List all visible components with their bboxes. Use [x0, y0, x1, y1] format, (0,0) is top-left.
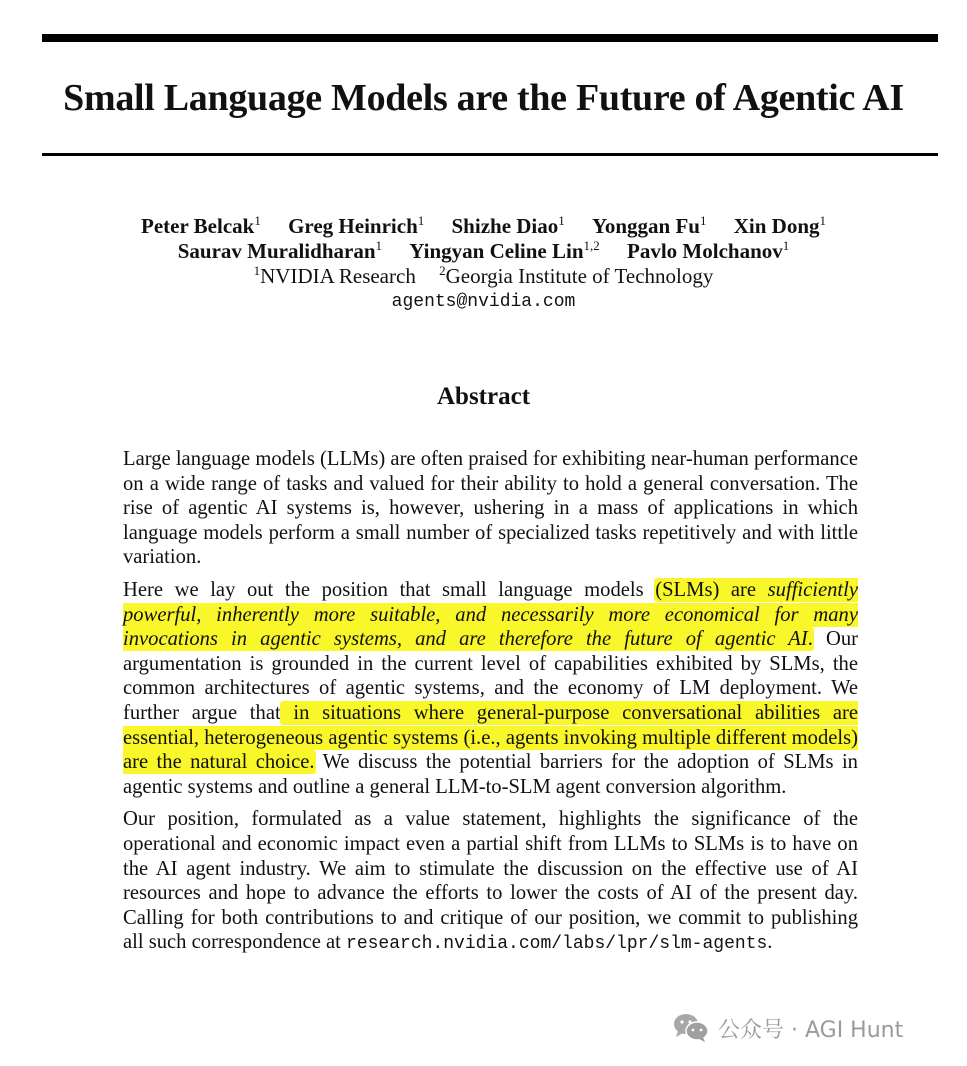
affiliation-mark: 2 [439, 263, 446, 278]
affiliation-mark: 1 [699, 213, 707, 228]
text-run: . [767, 931, 773, 954]
affiliation [254, 264, 416, 289]
abstract-paragraph-1: Large language models (LLMs) are often praised for exhibiting near-human performance on a wide range of tasks and valued for their ability to hold a general conversation. The rise of agentic AI systems is, however, ushering in a mass of applications in which language models perform a small number of specialized tasks repetitively and with little variation. [123, 448, 858, 569]
abstract-paragraph-2 [123, 578, 858, 799]
abstract-heading: Abstract [436, 383, 531, 410]
project-url[interactable]: research.nvidia.com/labs/lpr/slm-agents [346, 934, 768, 955]
author-name: Pavlo Molchanov [627, 239, 783, 263]
author [178, 239, 382, 264]
affiliation-mark: 1 [254, 213, 261, 228]
text-run: We discuss the potential barriers for the adoption of SLMs in agentic systems and outline a general LLM-to-SLM agent conversion algorithm. [123, 751, 858, 798]
text-run: Our position, formulated as a value statement, highlights the significance of the operational and economic impact even a partial shift from LLMs to SLMs is to have on the AI agent industry. We aim to stimulate the discussion on the effective use of AI resources and hope to advance the efforts to lower the costs of AI of the present day. Calling for both contributions to and critique of our position, we commit to publishing all such correspondence at [123, 808, 858, 954]
text-run: Our argumentation is grounded in the current level of capabilities exhibited by SLMs, the common architectures of agentic systems, and the economy of LM deployment. We further argue that [123, 628, 858, 724]
affiliation-mark: 1 [253, 263, 261, 278]
affiliation-name: NVIDIA Research [260, 264, 416, 288]
affiliation [439, 264, 713, 289]
paper-title: Small Language Models are the Future of Agentic AI [63, 77, 904, 119]
text-run: (SLMs) are [655, 578, 768, 601]
affiliation-mark: 1 [819, 213, 826, 228]
author [409, 239, 600, 264]
author [627, 239, 789, 264]
author [452, 214, 565, 239]
watermark-text: 公众号 · AGI Hunt [718, 1017, 904, 1043]
top-rule [42, 34, 938, 42]
affiliations-line [0, 264, 967, 289]
author-name: Shizhe Diao [451, 214, 559, 238]
author-line-2 [0, 239, 967, 264]
affiliation-mark: 1 [782, 238, 790, 253]
text-run: Here we lay out the position that small language models [123, 578, 656, 601]
abstract-paragraph-3 [123, 807, 858, 957]
author-block [0, 214, 967, 315]
watermark [672, 1010, 903, 1046]
affiliation-name: Georgia Institute of Technology [445, 264, 714, 288]
abstract-body [123, 447, 858, 965]
wechat-icon [672, 1012, 710, 1044]
text-run: . [807, 628, 813, 651]
contact-email[interactable]: agents@nvidia.com [391, 292, 576, 312]
affiliation-mark: 1 [558, 213, 565, 228]
author-name: Saurav Muralidharan [177, 239, 376, 263]
italic-claim: sufficiently powerful, inherently more suitable, and necessarily more economical for many invocations in agentic systems, and are therefore the future of agentic AI [123, 578, 859, 651]
author-name: Yonggan Fu [592, 214, 700, 238]
author-line-1 [0, 214, 967, 239]
affiliation-mark: 1,2 [583, 238, 600, 253]
author [141, 214, 261, 239]
affiliation-mark: 1 [375, 238, 382, 253]
author [288, 214, 424, 239]
author [734, 214, 826, 239]
author-name: Yingyan Celine Lin [409, 239, 584, 263]
author-name: Peter Belcak [141, 214, 255, 238]
author-name: Xin Dong [733, 214, 820, 238]
author-name: Greg Heinrich [288, 214, 418, 238]
highlight-2: in situations where general-purpose conversational abilities are essential, heterogeneous agentic systems (i.e., agents invoking multiple different models) are the natural choice. [123, 701, 858, 774]
author [592, 214, 706, 239]
affiliation-mark: 1 [417, 213, 425, 228]
title-bottom-rule [42, 153, 938, 156]
